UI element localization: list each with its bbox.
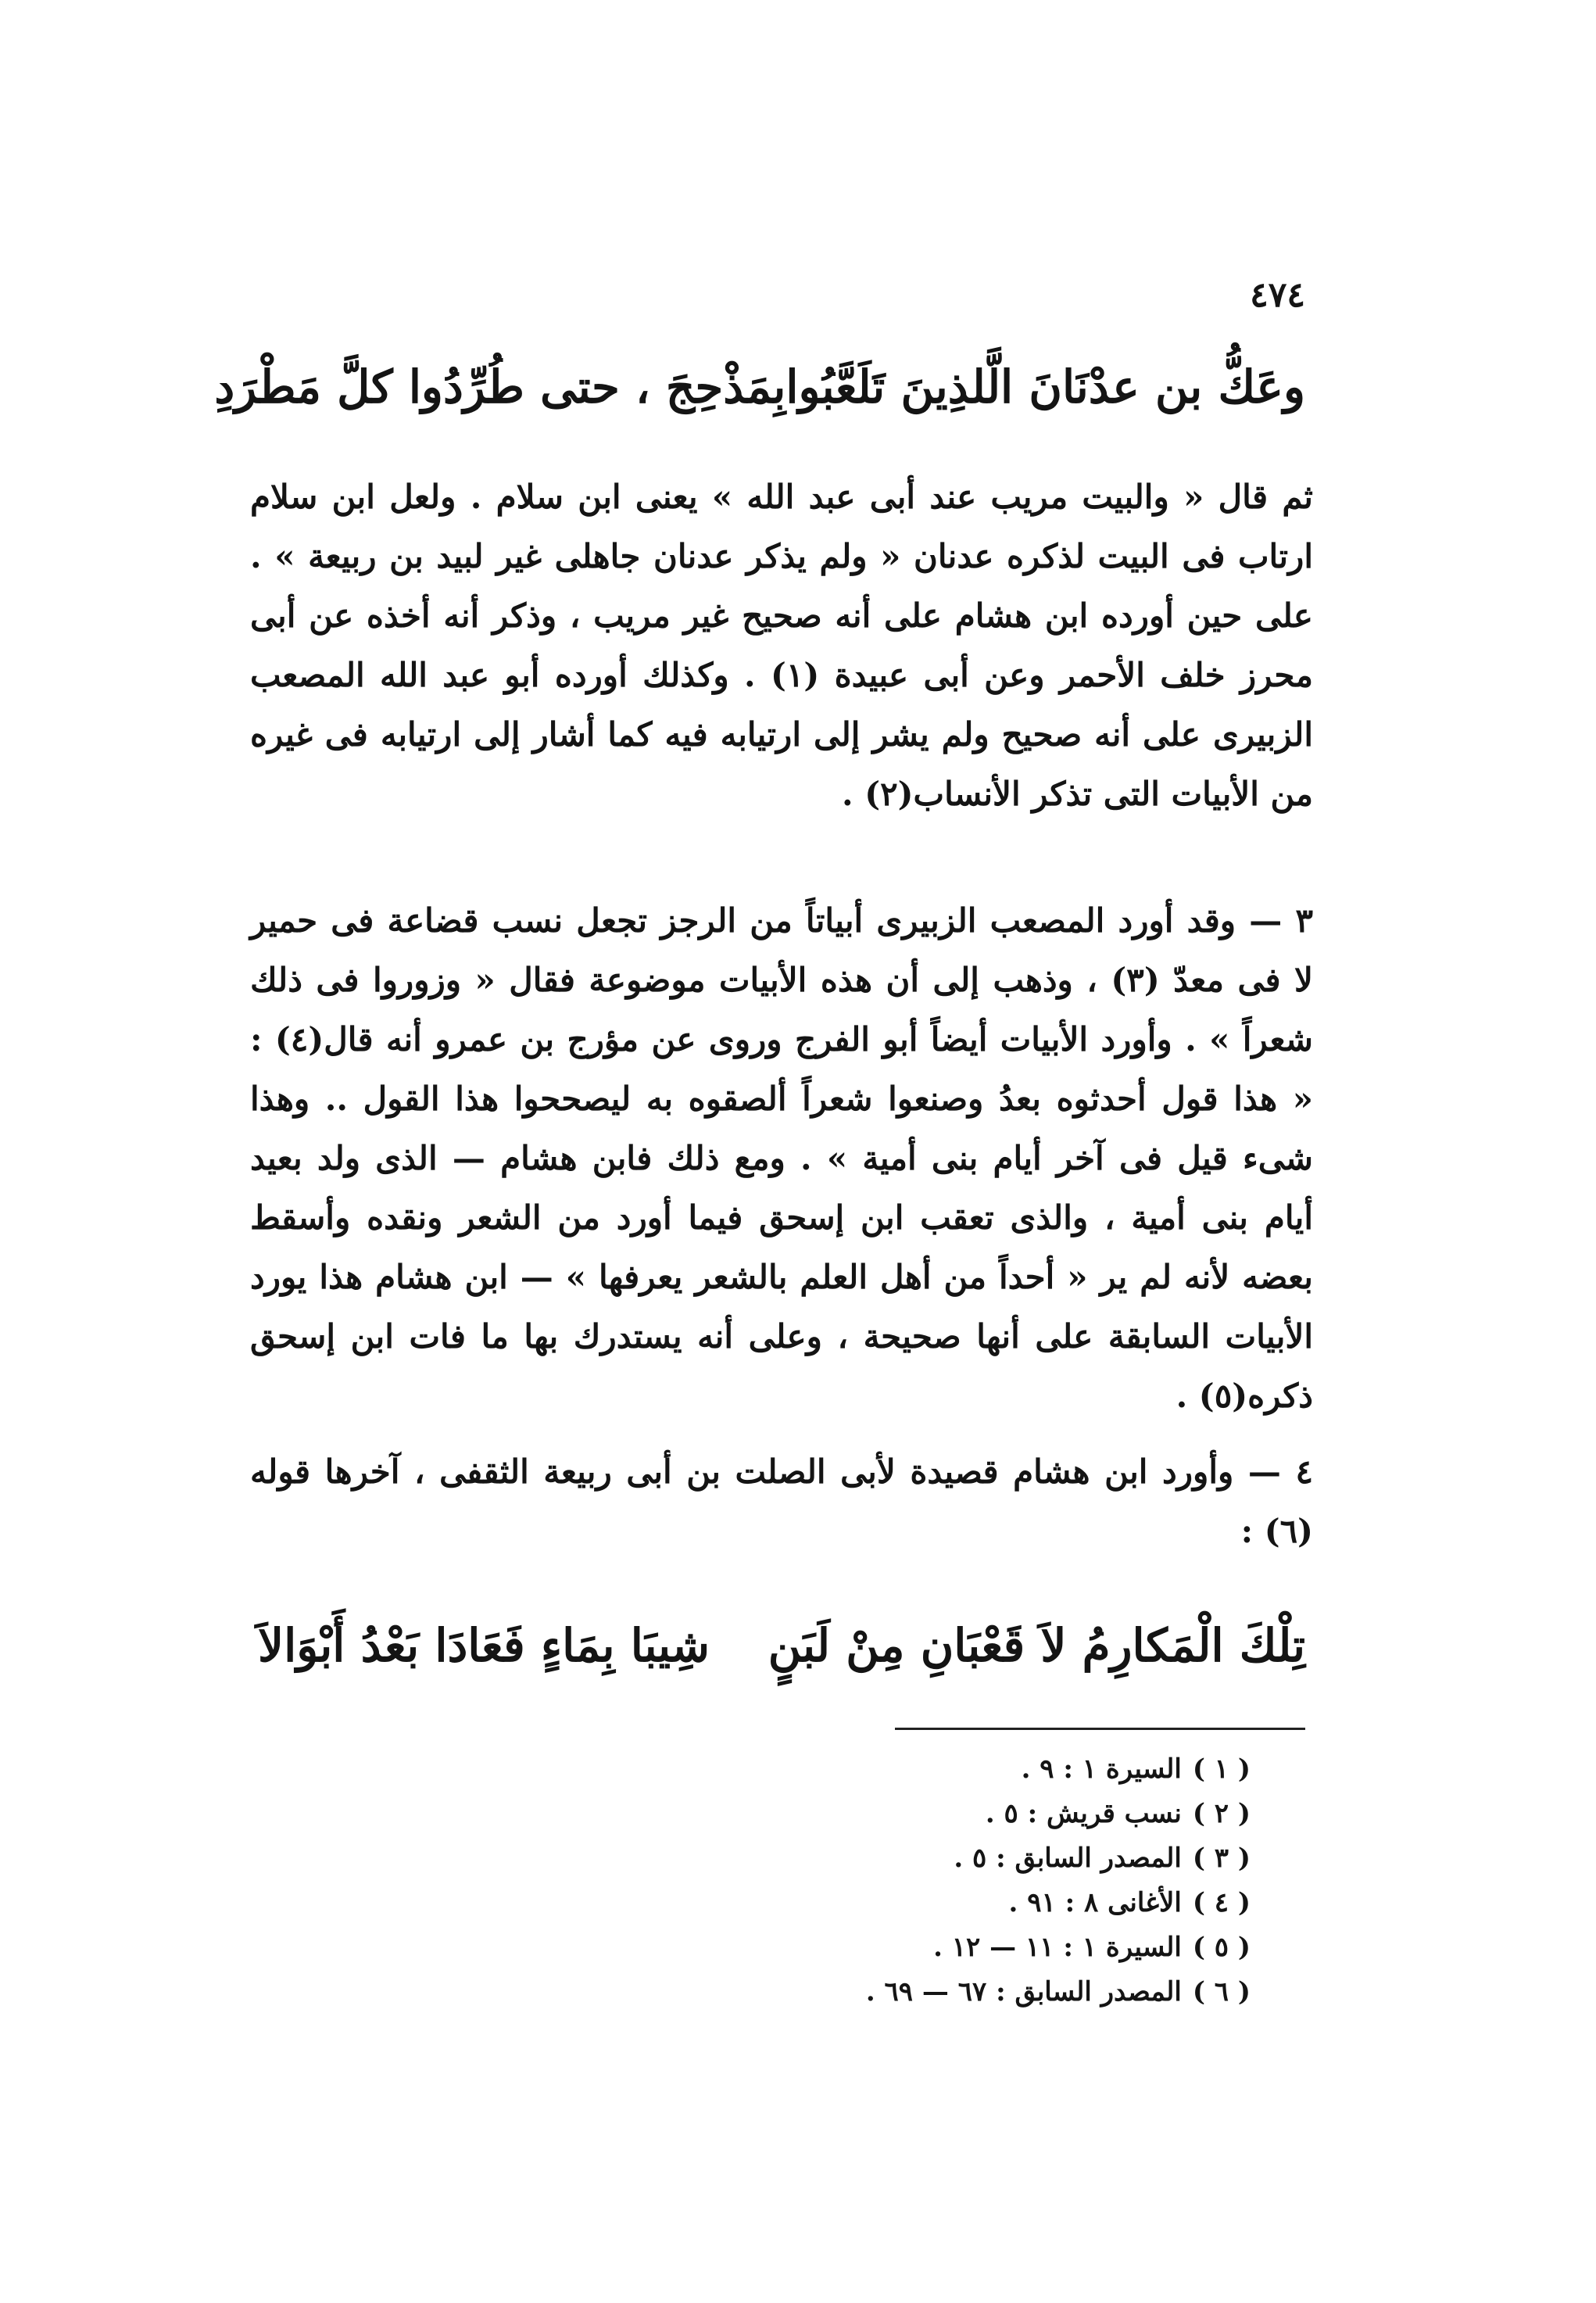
paragraph-text: ٣ — وقد أورد المصعب الزبيرى أبياتاً من الرجز تجعل نسب قضاعة فى حمير لا فى معدّ (٣) ، وذهب إلى أن هذه الأبيات موضوعة فقال « وزوروا فى ذلك شعراً » . وأورد الأبيات أيضاً أبو الفرج وروى عن مؤرج بن عمرو أنه قال(٤) : « هذا قول أحدثوه بعدُ وصنعوا شعراً ألصقوه به ليصححوا هذا القول .. وهذا شىء قيل فى آخر أيام بنى أمية » . ومع ذلك فابن هشام — الذى ولد بعيد أيام بنى أمية ، والذى تعقب ابن إسحق فيما أورد من الشعر ونقده وأسقط بعضه لأنه لم ير « أحداً من أهل العلم بالشعر يعرفها » — ابن هشام هذا يورد الأبيات السابقة على أنها صحيحة ، وعلى أنه يستدرك بها ما فات ابن إسحق ذكره(٥) . [250,901,1314,1415]
footnote-number: ( ٢ ) [1192,1798,1251,1829]
footnote-text: نسب قريش : ٥ . [985,1798,1182,1829]
footnote-text: السيرة ١ : ٩ . [1021,1753,1182,1785]
footnote-number: ( ٤ ) [1192,1887,1251,1918]
footnote-number: ( ٥ ) [1192,1932,1251,1963]
footnote-text: السيرة ١ : ١١ — ١٢ . [933,1932,1182,1963]
verse-second-hemistich: بِمَذْحِجَ ، حتى طُرِّدُوا كلَّ مَطْرَدِ [214,360,786,414]
footnote-text: المصدر السابق : ٥ . [954,1843,1182,1874]
footnote-number: ( ٣ ) [1192,1843,1251,1874]
paragraph-text: ٤ — وأورد ابن هشام قصيدة لأبى الصلت بن أبى ربيعة الثقفى ، آخرها قوله (٦) : [250,1452,1313,1550]
verse-first-hemistich: تِلْكَ الْمَكارِمُ لاَ قَعْبَانِ مِنْ لَبَنٍ [768,1619,1305,1672]
verse-couplet [258,1614,1305,1677]
paragraph [250,467,1313,824]
footnote-item [703,1792,1251,1836]
footnote-number: ( ١ ) [1192,1753,1251,1785]
footnote-text: المصدر السابق : ٦٧ — ٦٩ . [865,1976,1182,2008]
footnote-divider [895,1728,1305,1730]
paragraph [250,891,1313,1426]
verse-couplet [214,356,1305,418]
footnote-item [703,1836,1251,1881]
verse-first-hemistich: وعَكُّ بن عدْنَانَ الَّلذِينَ تَلَعَّبُوا [785,360,1305,414]
footnote-item [703,1925,1251,1970]
paragraph [250,1442,1313,1561]
footnote-number: ( ٦ ) [1192,1976,1251,2008]
footnotes-list [703,1747,1251,2015]
page-number: ٤٧٤ [1250,275,1305,315]
footnote-item [703,1970,1251,2015]
footnote-item [703,1747,1251,1792]
footnote-item [703,1881,1251,1925]
verse-second-hemistich: شِيبَا بِمَاءٍ فَعَادَا بَعْدُ أَبْوَالاَ [258,1619,710,1672]
footnote-text: الأغانى ٨ : ٩١ . [1008,1887,1182,1918]
paragraph-text: ثم قال « والبيت مريب عند أبى عبد الله » يعنى ابن سلام . ولعل ابن سلام ارتاب فى البيت لذكره عدنان « ولم يذكر عدنان جاهلى غير لبيد بن ربيعة » . على حين أورده ابن هشام على أنه صحيح غير مريب ، وذكر أنه أخذه عن أبى محرز خلف الأحمر وعن أبى عبيدة (١) . وكذلك أورده أبو عبد الله المصعب الزبيرى على أنه صحيح ولم يشر إلى ارتيابه فيه كما أشار إلى ارتيابه فى غيره من الأبيات التى تذكر الأنساب(٢) . [250,478,1313,813]
